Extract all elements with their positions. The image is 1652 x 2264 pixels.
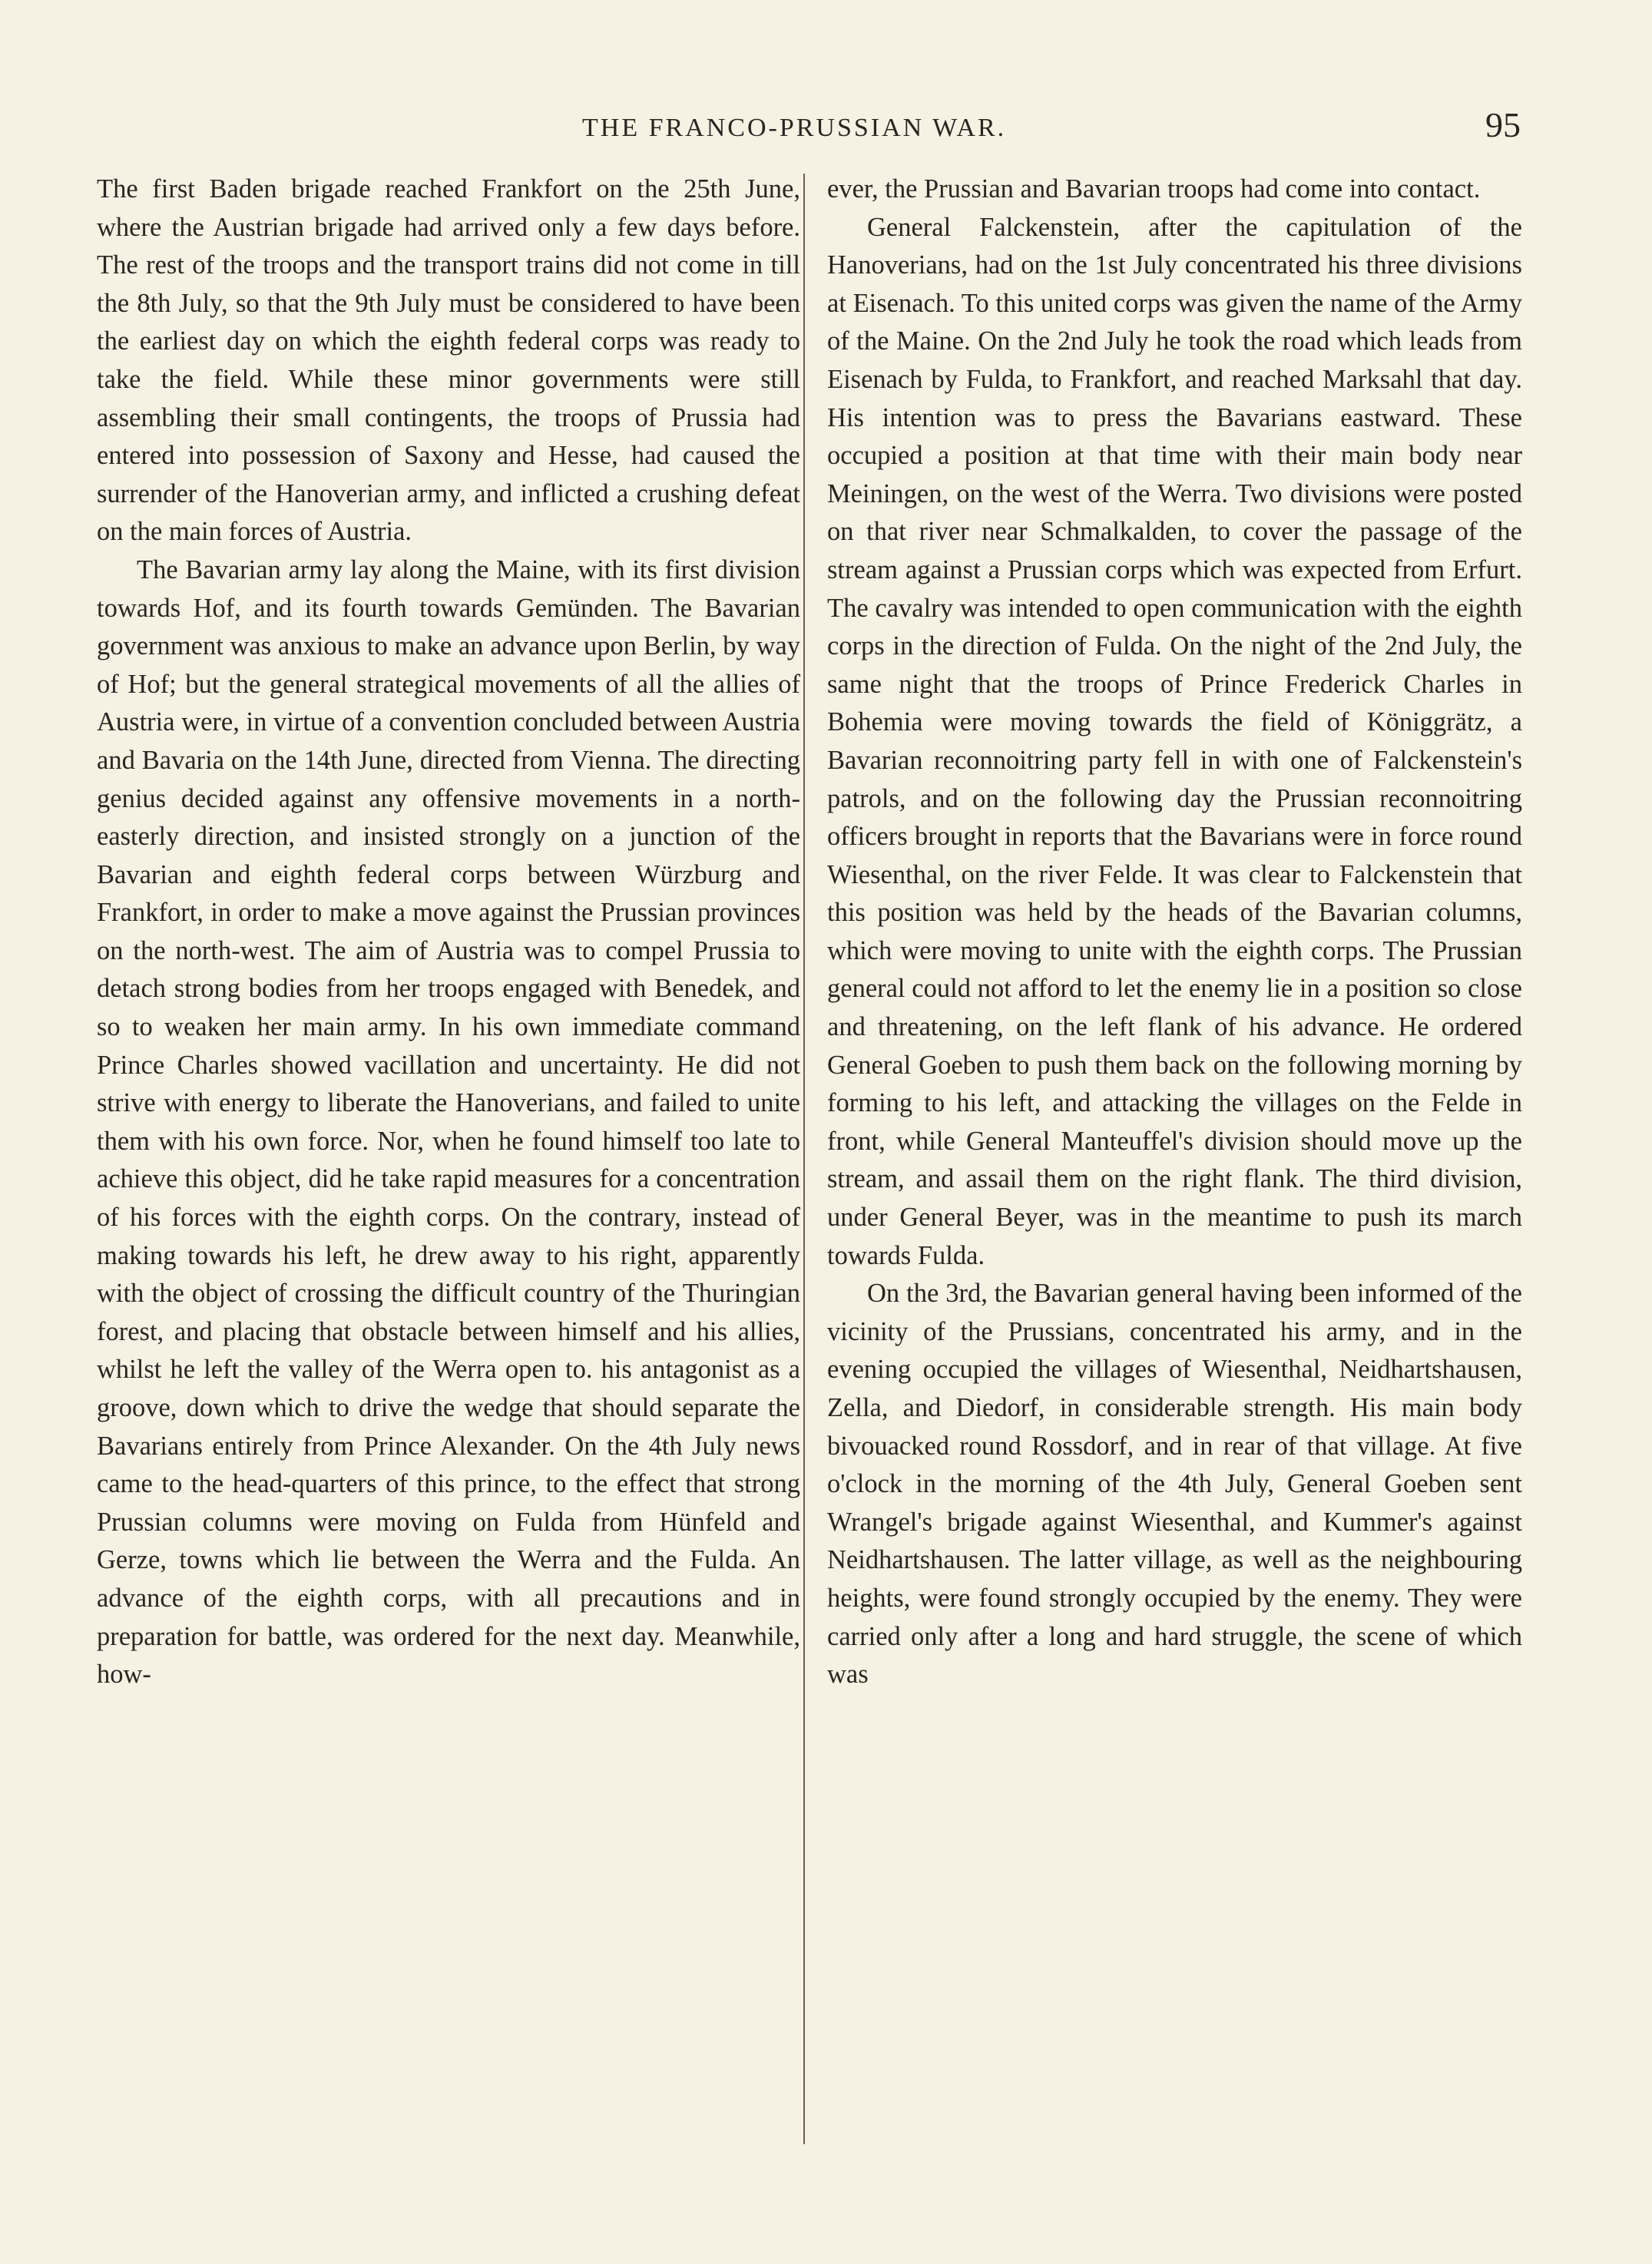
column-divider — [803, 174, 805, 2144]
paragraph: On the 3rd, the Bavarian general having been informed of the vicinity of the Prussians, concentrated his army, and in the evening occupied the villages of Wiesenthal, Neidhartshausen, Zella, and Diedorf, in considerable strength. His main body bivouacked round Rossdorf, and in rear of that village. At five o'clock in the morning of the 4th July, General Goeben sent Wrangel's brigade against Wiesenthal, and Kummer's against Neidhartshausen. The latter village, as well as the neighbouring heights, were found strongly occupied by the enemy. They were carried only after a long and hard struggle, the scene of which was — [827, 1279, 1522, 1690]
page-header — [91, 106, 1521, 152]
paragraph: The first Baden brigade reached Frankfort on the 25th June, where the Austrian brigade had arrived only a few days before. The rest of the troops and the transport trains did not come in till the 8th July, so that the 9th July must be considered to have been the earliest day on which the eighth federal corps was ready to take the field. While these minor governments were still assembling their small contingents, the troops of Prussia had entered into possession of Saxony and Hesse, had caused the surrender of the Hanoverian army, and inflicted a crushing defeat on the main forces of Austria. — [97, 174, 800, 547]
running-title: THE FRANCO-PRUSSIAN WAR. — [582, 114, 1007, 142]
right-column — [827, 170, 1522, 1694]
left-column — [97, 170, 800, 1694]
paragraph: The Bavarian army lay along the Maine, with its first division towards Hof, and its fourth towards Gemünden. The Bavarian government was anxious to make an advance upon Berlin, by way of Hof; but the general strategical movements of all the allies of Austria were, in virtue of a convention concluded between Austria and Bavaria on the 14th June, directed from Vienna. The directing genius decided against any offensive movements in a north-easterly direction, and insisted strongly on a junction of the Bavarian and eighth federal corps between Würzburg and Frankfort, in order to make a move against the Prussian provinces on the north-west. The aim of Austria was to compel Prussia to detach strong bodies from her troops engaged with Benedek, and so to weaken her main army. In his own immediate command Prince Charles showed vacillation and uncertainty. He did not strive with energy to liberate the Hanoverians, and failed to unite them with his own force. Nor, when he found himself too late to achieve this object, did he take rapid measures for a concentration of his forces with the eighth corps. On the contrary, instead of making towards his left, he drew away to his right, apparently with the object of crossing the difficult country of the Thuringian forest, and placing that obstacle between himself and his allies, whilst he left the valley of the Werra open to. his antagonist as a groove, down which to drive the wedge that should separate the Bavarians entirely from Prince Alexander. On the 4th July news came to the head-quarters of this prince, to the effect that strong Prussian columns were moving on Fulda from Hünfeld and Gerze, towns which lie between the Werra and the Fulda. An advance of the eighth corps, with all precautions and in preparation for battle, was ordered for the next day. Meanwhile, how- — [97, 554, 800, 1690]
paragraph: ever, the Prussian and Bavarian troops had come into contact. — [827, 174, 1481, 204]
paragraph: General Falckenstein, after the capitulation of the Hanoverians, had on the 1st July concentrated his three divisions at Eisenach. To this united corps was given the name of the Army of the Maine. On the 2nd July he took the road which leads from Eisenach by Fulda, to Frankfort, and reached Marksahl that day. His intention was to press the Bavarians eastward. These occupied a position at that time with their main body near Meiningen, on the west of the Werra. Two divisions were posted on that river near Schmalkalden, to cover the passage of the stream against a Prussian corps which was expected from Erfurt. The cavalry was intended to open communication with the eighth corps in the direction of Fulda. On the night of the 2nd July, the same night that the troops of Prince Frederick Charles in Bohemia were moving towards the field of Königgrätz, a Bavarian reconnoitring party fell in with one of Falckenstein's patrols, and on the following day the Prussian reconnoitring officers brought in reports that the Bavarians were in force round Wiesenthal, on the river Felde. It was clear to Falckenstein that this position was held by the heads of the Bavarian columns, which were moving to unite with the eighth corps. The Prussian general could not afford to let the enemy lie in a position so close and threatening, on the left flank of his advance. He ordered General Goeben to push them back on the following morning by forming to his left, and attacking the villages on the Felde in front, while General Manteuffel's division should move up the stream, and assail them on the right flank. The third division, under General Beyer, was in the meantime to push its march towards Fulda. — [827, 212, 1522, 1270]
page-number: 95 — [1485, 105, 1521, 144]
